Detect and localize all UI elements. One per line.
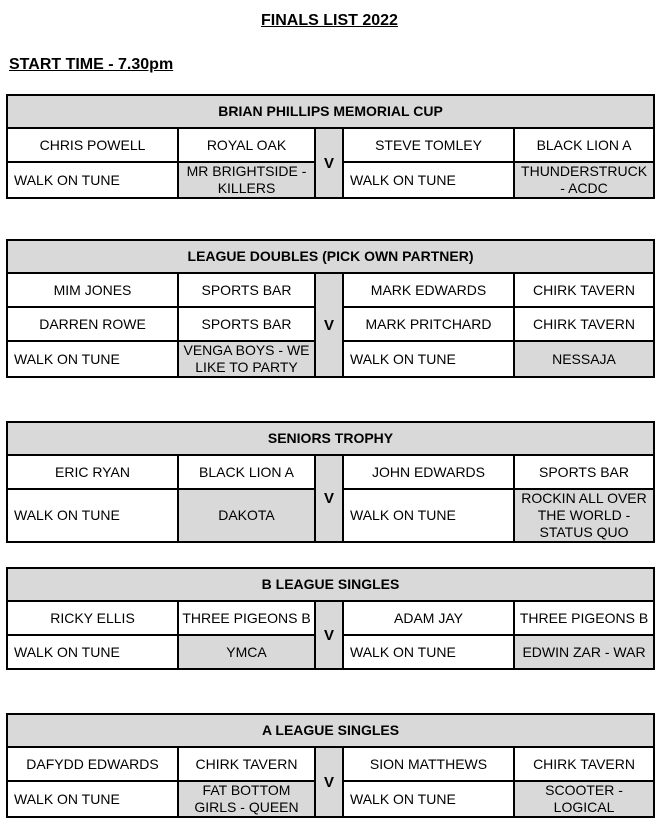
- away-walk-on-label: WALK ON TUNE: [343, 781, 514, 817]
- home-walk-on-tune: FAT BOTTOM GIRLS - QUEEN: [178, 781, 315, 817]
- home-player-name: CHRIS POWELL: [7, 128, 178, 162]
- away-player-name: ADAM JAY: [343, 601, 514, 635]
- fixture-heading: LEAGUE DOUBLES (PICK OWN PARTNER): [7, 240, 654, 273]
- away-player-club: THREE PIGEONS B: [514, 601, 654, 635]
- home-player-name: RICKY ELLIS: [7, 601, 178, 635]
- home-player-name: ERIC RYAN: [7, 455, 178, 489]
- home-player-club: THREE PIGEONS B: [178, 601, 315, 635]
- home-player-name: MIM JONES: [7, 273, 178, 307]
- away-player-name: MARK PRITCHARD: [343, 307, 514, 341]
- away-walk-on-label: WALK ON TUNE: [343, 635, 514, 669]
- home-player-club: SPORTS BAR: [178, 307, 315, 341]
- home-walk-on-label: WALK ON TUNE: [7, 341, 178, 377]
- away-walk-on-label: WALK ON TUNE: [343, 489, 514, 542]
- fixture-table-b-league-singles: [6, 567, 655, 670]
- away-player-name: SION MATTHEWS: [343, 747, 514, 781]
- home-player-club: BLACK LION A: [178, 455, 315, 489]
- away-player-club: CHIRK TAVERN: [514, 747, 654, 781]
- home-walk-on-label: WALK ON TUNE: [7, 162, 178, 198]
- home-player-club: SPORTS BAR: [178, 273, 315, 307]
- fixture-table-brian-phillips-memorial-cup: [6, 94, 655, 199]
- away-walk-on-tune: ROCKIN ALL OVER THE WORLD - STATUS QUO: [514, 489, 654, 542]
- home-player-club: CHIRK TAVERN: [178, 747, 315, 781]
- home-walk-on-tune: MR BRIGHTSIDE - KILLERS: [178, 162, 315, 198]
- fixture-heading: BRIAN PHILLIPS MEMORIAL CUP: [7, 95, 654, 128]
- versus-marker: V: [315, 601, 343, 669]
- home-walk-on-tune: VENGA BOYS - WE LIKE TO PARTY: [178, 341, 315, 377]
- away-player-name: JOHN EDWARDS: [343, 455, 514, 489]
- versus-marker: V: [315, 747, 343, 817]
- away-player-club: CHIRK TAVERN: [514, 273, 654, 307]
- versus-marker: V: [315, 273, 343, 377]
- away-walk-on-label: WALK ON TUNE: [343, 341, 514, 377]
- away-walk-on-tune: NESSAJA: [514, 341, 654, 377]
- away-player-club: CHIRK TAVERN: [514, 307, 654, 341]
- home-walk-on-tune: DAKOTA: [178, 489, 315, 542]
- home-walk-on-label: WALK ON TUNE: [7, 489, 178, 542]
- away-walk-on-label: WALK ON TUNE: [343, 162, 514, 198]
- home-player-name: DAFYDD EDWARDS: [7, 747, 178, 781]
- fixture-table-seniors-trophy: [6, 421, 655, 543]
- home-player-name: DARREN ROWE: [7, 307, 178, 341]
- versus-marker: V: [315, 128, 343, 198]
- away-player-club: BLACK LION A: [514, 128, 654, 162]
- home-walk-on-label: WALK ON TUNE: [7, 635, 178, 669]
- away-walk-on-tune: EDWIN ZAR - WAR: [514, 635, 654, 669]
- fixture-heading: SENIORS TROPHY: [7, 422, 654, 455]
- fixture-table-a-league-singles: [6, 713, 655, 818]
- away-player-club: SPORTS BAR: [514, 455, 654, 489]
- away-player-name: MARK EDWARDS: [343, 273, 514, 307]
- away-walk-on-tune: SCOOTER - LOGICAL: [514, 781, 654, 817]
- away-player-name: STEVE TOMLEY: [343, 128, 514, 162]
- start-time: START TIME - 7.30pm: [9, 56, 174, 73]
- page-title: FINALS LIST 2022: [261, 12, 398, 29]
- home-player-club: ROYAL OAK: [178, 128, 315, 162]
- fixture-heading: B LEAGUE SINGLES: [7, 568, 654, 601]
- fixture-table-league-doubles: [6, 239, 655, 378]
- fixture-heading: A LEAGUE SINGLES: [7, 714, 654, 747]
- home-walk-on-label: WALK ON TUNE: [7, 781, 178, 817]
- versus-marker: V: [315, 455, 343, 542]
- away-walk-on-tune: THUNDERSTRUCK - ACDC: [514, 162, 654, 198]
- home-walk-on-tune: YMCA: [178, 635, 315, 669]
